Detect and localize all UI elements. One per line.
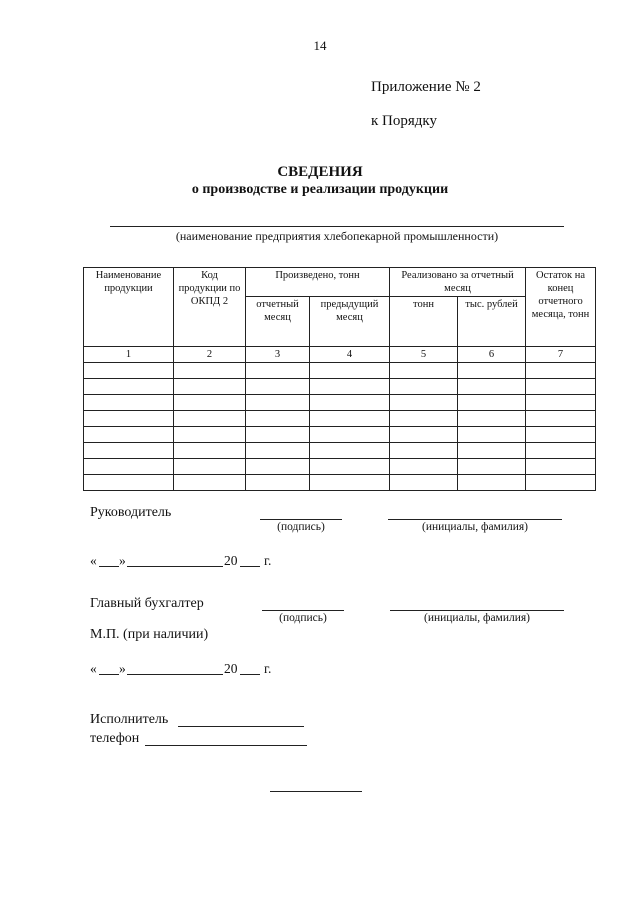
date-day-line[interactable] [99, 674, 119, 675]
date-quote-close: » [119, 661, 126, 676]
table-cell[interactable] [246, 411, 310, 427]
table-row [84, 363, 596, 379]
accountant-label: Главный бухгалтер [90, 596, 204, 611]
table-cell[interactable] [526, 475, 596, 491]
date-month-line[interactable] [127, 566, 223, 567]
table-cell[interactable] [246, 395, 310, 411]
date-year-line[interactable] [240, 674, 260, 675]
table-cell[interactable] [84, 363, 174, 379]
date-month-line[interactable] [127, 674, 223, 675]
column-number: 7 [526, 347, 596, 363]
column-number: 1 [84, 347, 174, 363]
table-cell[interactable] [390, 443, 458, 459]
column-number: 6 [458, 347, 526, 363]
header-sold: Реализовано за отчетный месяц [390, 268, 526, 297]
table-cell[interactable] [458, 363, 526, 379]
head-signature-line[interactable] [260, 519, 342, 520]
head-label: Руководитель [90, 505, 172, 520]
table-cell[interactable] [526, 379, 596, 395]
head-name-caption: (инициалы, фамилия) [421, 521, 529, 533]
table-cell[interactable] [390, 427, 458, 443]
table-cell[interactable] [84, 459, 174, 475]
table-row [84, 395, 596, 411]
table-cell[interactable] [246, 379, 310, 395]
table-cell[interactable] [526, 459, 596, 475]
header-product-name: Наименование продукции [84, 268, 174, 347]
table-row [84, 459, 596, 475]
table-cell[interactable] [84, 475, 174, 491]
table-cell[interactable] [246, 363, 310, 379]
accountant-name-caption: (инициалы, фамилия) [423, 612, 531, 624]
table-cell[interactable] [526, 395, 596, 411]
date-year-line[interactable] [240, 566, 260, 567]
table-cell[interactable] [246, 427, 310, 443]
table-cell[interactable] [84, 379, 174, 395]
date-suffix: г. [264, 553, 272, 568]
header-sold-tons: тонн [390, 297, 458, 347]
header-sold-rubles: тыс. рублей [458, 297, 526, 347]
column-number: 3 [246, 347, 310, 363]
date-year-prefix: 20 [224, 661, 238, 676]
enterprise-name-line[interactable] [110, 226, 564, 227]
phone-line[interactable] [145, 745, 307, 746]
accountant-signature-line[interactable] [262, 610, 344, 611]
document-subtitle: о производстве и реализации продукции [191, 182, 449, 197]
phone-label: телефон [90, 731, 140, 746]
table-cell[interactable] [174, 363, 246, 379]
date-quote-close: » [119, 553, 126, 568]
table-cell[interactable] [174, 427, 246, 443]
table-cell[interactable] [458, 443, 526, 459]
date-quote-open: « [90, 553, 97, 568]
table-cell[interactable] [246, 475, 310, 491]
table-row [84, 379, 596, 395]
table-cell[interactable] [246, 443, 310, 459]
column-number: 5 [390, 347, 458, 363]
table-cell[interactable] [458, 459, 526, 475]
table-cell[interactable] [174, 395, 246, 411]
appendix-number: Приложение № 2 [371, 79, 481, 95]
table-cell[interactable] [390, 475, 458, 491]
table-cell[interactable] [310, 459, 390, 475]
table-cell[interactable] [174, 411, 246, 427]
table-cell[interactable] [174, 379, 246, 395]
table-cell[interactable] [390, 459, 458, 475]
table-cell[interactable] [310, 395, 390, 411]
accountant-signature-caption: (подпись) [279, 612, 327, 624]
appendix-reference: к Порядку [371, 113, 437, 129]
table-cell[interactable] [458, 475, 526, 491]
table-cell[interactable] [390, 395, 458, 411]
table-cell[interactable] [458, 427, 526, 443]
table-cell[interactable] [310, 427, 390, 443]
executor-label: Исполнитель [90, 712, 169, 727]
table-cell[interactable] [526, 411, 596, 427]
table-cell[interactable] [310, 363, 390, 379]
closing-line [270, 791, 362, 792]
table-cell[interactable] [458, 395, 526, 411]
column-number: 2 [174, 347, 246, 363]
enterprise-caption: (наименование предприятия хлебопекарной промышленности) [175, 229, 499, 243]
table-cell[interactable] [84, 395, 174, 411]
table-cell[interactable] [174, 475, 246, 491]
head-name-line[interactable] [388, 519, 562, 520]
table-cell[interactable] [390, 411, 458, 427]
document-title: СВЕДЕНИЯ [277, 164, 363, 180]
executor-line[interactable] [178, 726, 304, 727]
table-cell[interactable] [246, 459, 310, 475]
header-remainder: Остаток на конец отчетного месяца, тонн [526, 268, 596, 347]
date-day-line[interactable] [99, 566, 119, 567]
production-table [83, 267, 596, 491]
table-cell[interactable] [84, 411, 174, 427]
table-cell[interactable] [458, 411, 526, 427]
column-numbers-row [84, 347, 596, 363]
page-number: 14 [313, 38, 327, 53]
table-row [84, 443, 596, 459]
table-cell[interactable] [310, 411, 390, 427]
table-cell[interactable] [526, 363, 596, 379]
table-cell[interactable] [84, 427, 174, 443]
table-cell[interactable] [174, 443, 246, 459]
date-quote-open: « [90, 661, 97, 676]
stamp-label: М.П. (при наличии) [90, 627, 209, 642]
table-cell[interactable] [84, 443, 174, 459]
table-cell[interactable] [526, 427, 596, 443]
table-cell[interactable] [174, 459, 246, 475]
header-produced-previous: предыдущий месяц [310, 297, 390, 347]
table-cell[interactable] [390, 363, 458, 379]
date-suffix: г. [264, 661, 272, 676]
header-produced-current: отчетный месяц [246, 297, 310, 347]
table-cell[interactable] [310, 443, 390, 459]
table-cell[interactable] [526, 443, 596, 459]
table-row [84, 427, 596, 443]
table-cell[interactable] [390, 379, 458, 395]
date-year-prefix: 20 [224, 553, 238, 568]
table-row [84, 475, 596, 491]
header-product-code: Код продукции по ОКПД 2 [174, 268, 246, 347]
table-cell[interactable] [310, 379, 390, 395]
header-produced: Произведено, тонн [246, 268, 390, 297]
column-number: 4 [310, 347, 390, 363]
head-signature-caption: (подпись) [277, 521, 325, 533]
table-cell[interactable] [310, 475, 390, 491]
accountant-name-line[interactable] [390, 610, 564, 611]
table-row [84, 411, 596, 427]
table-cell[interactable] [458, 379, 526, 395]
